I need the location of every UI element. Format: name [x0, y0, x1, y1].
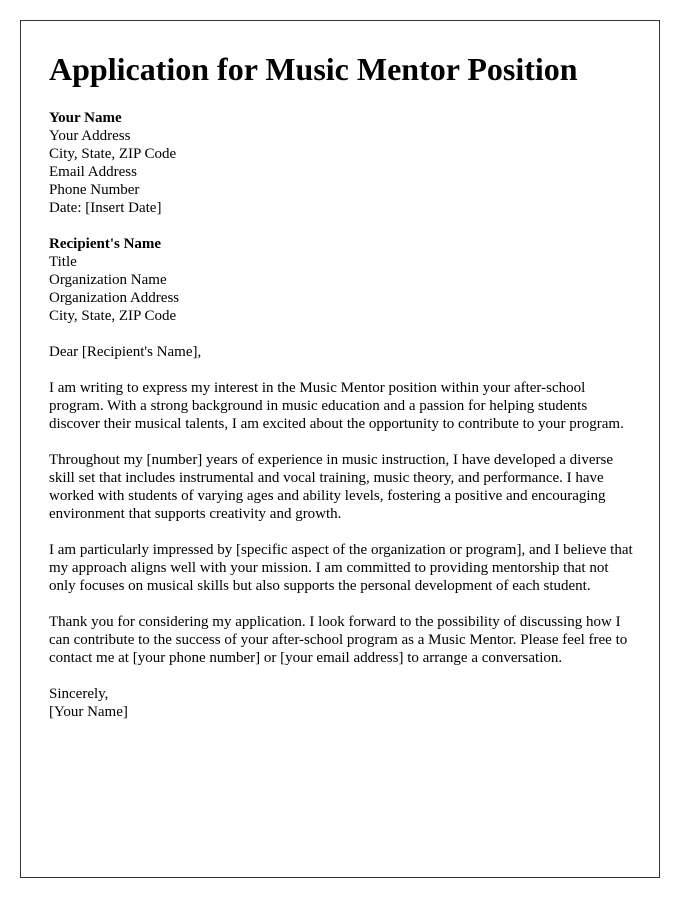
recipient-name: Recipient's Name: [49, 236, 162, 252]
sender-name: Your Name: [49, 110, 122, 126]
sender-email: Email Address: [49, 164, 137, 180]
letter-title: Application for Music Mentor Position: [49, 51, 578, 87]
recipient-organization-address: Organization Address: [49, 290, 180, 306]
closing-block: [49, 685, 635, 721]
sender-city-state-zip: City, State, ZIP Code: [49, 146, 177, 162]
sender-phone: Phone Number: [49, 182, 140, 198]
letter-date: Date: [Insert Date]: [49, 200, 162, 216]
signature: [Your Name]: [49, 704, 128, 720]
salutation: Dear [Recipient's Name],: [49, 344, 202, 360]
body-paragraph-2: Throughout my [number] years of experience in music instruction, I have developed a diverse skill set that includes instrumental and vocal training, music theory, and performance. I have worked with students of varying ages and ability levels, fostering a positive and encouraging environment that supports creativity and growth.: [49, 452, 613, 522]
sender-block: [49, 109, 635, 217]
recipient-title: Title: [49, 254, 77, 270]
letter-page: [20, 20, 660, 878]
recipient-block: [49, 235, 635, 325]
recipient-organization: Organization Name: [49, 272, 167, 288]
closing: Sincerely,: [49, 686, 109, 702]
body-paragraph-3: I am particularly impressed by [specific aspect of the organization or program], and I believe that my approach aligns well with your mission. I am committed to providing mentorship that not only focuses on musical skills but also supports the personal development of each student.: [49, 542, 633, 594]
letter-content: [49, 49, 635, 721]
recipient-city-state-zip: City, State, ZIP Code: [49, 308, 177, 324]
body-paragraph-1: I am writing to express my interest in the Music Mentor position within your after-school program. With a strong background in music education and a passion for helping students discover their musical talents, I am excited about the opportunity to contribute to your program.: [49, 380, 624, 432]
body-paragraph-4: Thank you for considering my application. I look forward to the possibility of discussing how I can contribute to the success of your after-school program as a Music Mentor. Please feel free to contact me at [your phone number] or [your email address] to arrange a conversation.: [49, 614, 628, 666]
sender-address: Your Address: [49, 128, 131, 144]
